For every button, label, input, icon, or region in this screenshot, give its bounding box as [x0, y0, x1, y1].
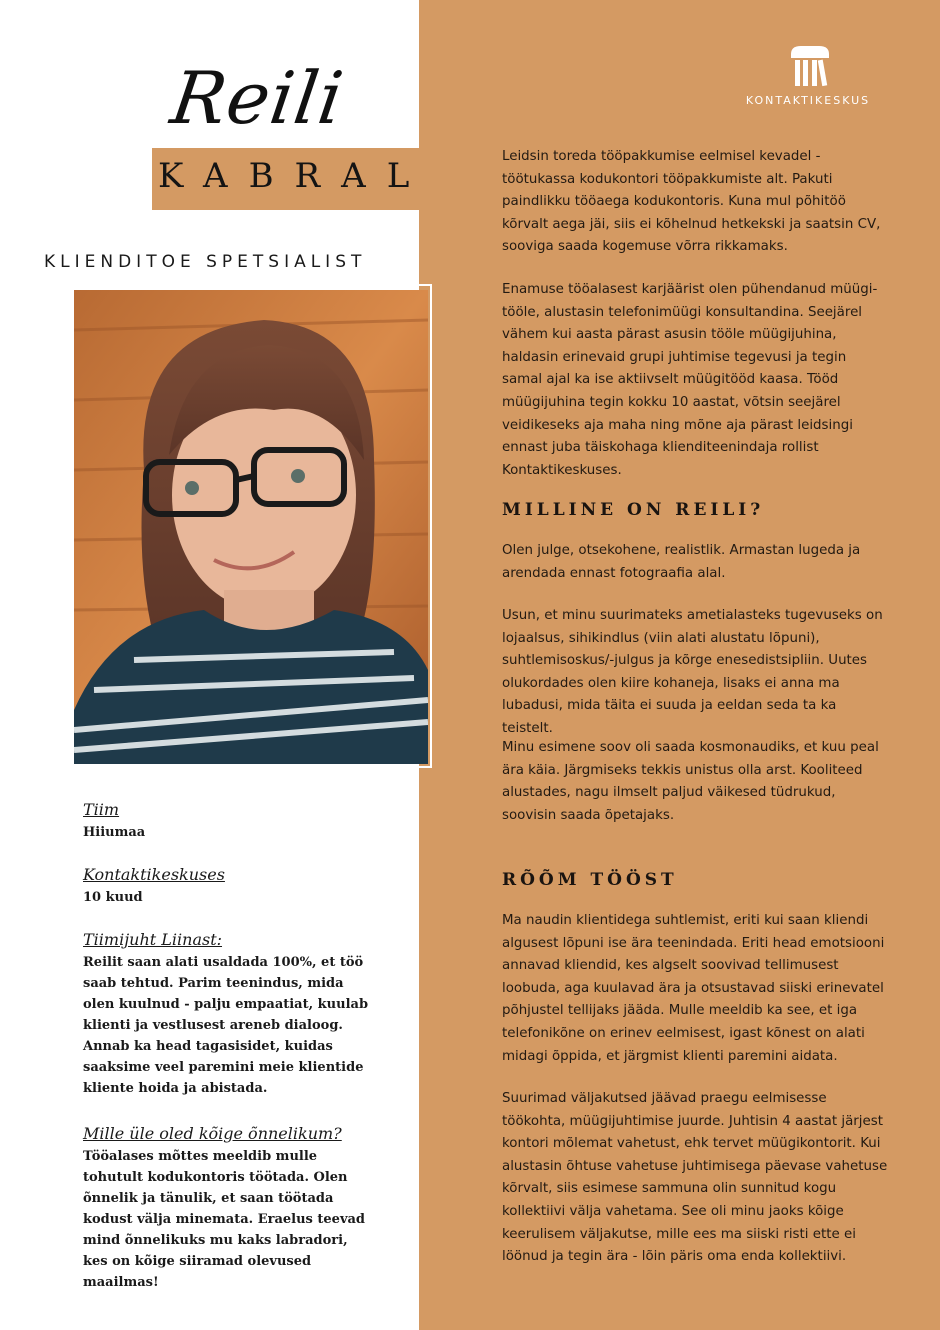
happy-label: Mille üle oled kõige õnnelikum?	[83, 1124, 342, 1143]
brand-name: KONTAKTIKESKUS	[745, 94, 871, 107]
about-paragraph-1: Olen julge, otsekohene, realistlik. Armastan lugeda ja arendada ennast fotograafia alal.	[502, 543, 861, 581]
about-paragraph-2: Usun, et minu suurimateks ametialasteks tugevuseks on lojaalsus, sihikindlus (viin alati alustatu lõpuni), suhtlemisoskus/-julgus ja kõrge enesedistsipliin. Uutes olukordades olen kiire kohaneja, lisaks ei anna ma lubadusi, mida täita ei suuda ja eeldan seda ta ka teistelt.	[502, 608, 883, 736]
last-name: KABRAL	[158, 156, 431, 196]
job-title: KLIENDITOE SPETSIALIST	[44, 252, 367, 272]
pillar-logo-icon	[787, 42, 833, 88]
first-name: Reili	[166, 56, 349, 140]
lead-label: Tiimijuht Liinast:	[83, 930, 223, 949]
heading-about: MILLINE ON REILI?	[502, 500, 765, 520]
tenure-label: Kontaktikeskuses	[83, 865, 225, 884]
portrait-photo	[74, 290, 428, 764]
team-value: Hiiumaa	[83, 825, 146, 840]
happy-text: Tööalases mõttes meeldib mulle tohutult kodukontoris töötada. Olen õnnelik ja tänulik, et saan töötada kodust välja minemata. Eraelus teevad mind õnnelikuks mu kaks labradori, kes on kõige siiramad olevused maailmas!	[83, 1149, 366, 1290]
heading-joy: RÕÕM TÖÖST	[502, 870, 678, 890]
lead-quote: Reilit saan alati usaldada 100%, et töö saab tehtud. Parim teenindus, mida olen kuulnud - palju empaatiat, kuulab klienti ja vestlusest areneb dialoog. Annab ka head tagasisidet, kuidas saaksime veel paremini meie klientide kliente hoida ja abistada.	[83, 955, 369, 1096]
intro-paragraph-2: Enamuse tööalasest karjäärist olen pühendanud müügi-tööle, alustasin telefonimüügi konsultandina. Seejärel vähem kui aasta pärast asusin tööle müügijuhina, haldasin erinevaid grupi juhtimise tegevusi ja tegin samal ajal ka ise aktiivselt müügitööd kaasa. Tööd müügijuhina tegin kokku 10 aastat, võtsin seejärel veidikeseks aja maha ning mõne aja pärast leidsingi ennast juba täiskohaga klienditeenindaja rollist Kontaktikeskuses.	[502, 282, 878, 478]
team-label: Tiim	[83, 800, 120, 819]
intro-paragraph-1: Leidsin toreda tööpakkumise eelmisel kevadel - töötukassa kodukontori tööpakkumiste alt. Pakuti paindlikku tööaega kodukontoris. Kuna mul põhitöö kõrvalt aega jäi, siis ei kõhelnud hetkekski ja saatsin CV, sooviga saada kogemuse võrra rikkamaks.	[502, 149, 881, 255]
joy-paragraph-2: Suurimad väljakutsed jäävad praegu eelmisesse töökohta, müügijuhtimise juurde. Juhtisin 4 aastat järjest kontori mõlemat vahetust, ehk tervet müügikontorit. Kui alustasin õhtuse vahetuse juhtimisega päevase vahetuse kõrvalt, siis esimese sammuna olin sunnitud kogu kollektiivi välja vahetama. See oli minu jaoks kõige keerulisem väljakutse, mille ees ma siiski risti ette ei löönud ja tegin ära - lõin päris oma enda kollektiivi.	[502, 1091, 888, 1265]
about-paragraph-3: Minu esimene soov oli saada kosmonaudiks, et kuu peal ära käia. Järgmiseks tekkis unistus olla arst. Kooliteed alustades, nagu ilmselt paljud väikesed tüdrukud, soovisin saada õpetajaks.	[502, 740, 879, 823]
tenure-value: 10 kuud	[83, 890, 143, 905]
joy-paragraph-1: Ma naudin klientidega suhtlemist, eriti kui saan kliendi algusest lõpuni ise ära teenindada. Eriti head emotsiooni annavad kliendid, kes algselt soovivad tellimusest loobuda, aga kuulavad ära ja otsustavad siiski erinevatel põhjustel tellijaks jääda. Mulle meeldib ka see, et iga telefonikõne on erinev eelmisest, igast kõnest on alati midagi õppida, et järgmist klienti paremini aidata.	[502, 913, 885, 1064]
